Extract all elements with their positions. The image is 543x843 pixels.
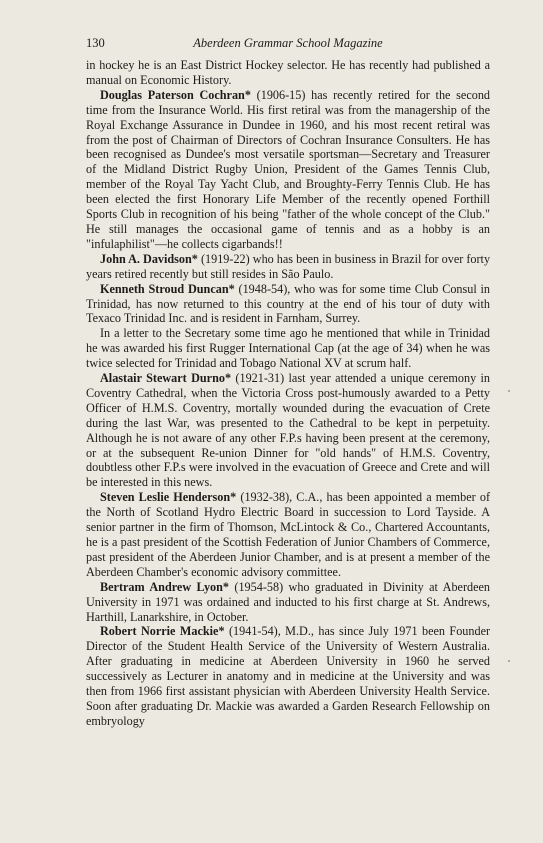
page-number: 130 [86, 36, 105, 50]
entry-dates: (1921-31) [235, 371, 285, 386]
entry-dates: (1948-54), [238, 281, 291, 296]
entry-name: Bertram Andrew Lyon* [100, 579, 230, 594]
entry-name: Kenneth Stroud Duncan* [100, 281, 235, 296]
entry-cochran [86, 88, 490, 252]
entry-dates: (1932-38), C.A., [240, 490, 323, 505]
margin-speck [508, 660, 510, 662]
entry-text: has recently retired for the second time from the Insurance World. His first retiral was from the managership of the Royal Exchange Assurance in Dundee in 1960, and his most recent retiral was from the post of Chairman of Directors of Cochran Insurance Consulters. He has been recognised as Dundee's most versatile sportsman—Secretary and Treasurer of the Midland District Rugby Union, President of the Games Tennis Club, member of the Royal Tay Yacht Club, and Broughty-Ferry Tennis Club. He has been elected the first Honorary Life Member of the recently opened Forthill Sports Club in recognition of his being "father of the whole concept of the Club." He still manages the occasional game of tennis and as a hobby is an "infulaphilist"—he collects cigarbands!! [86, 87, 491, 251]
entry-dates: (1919-22) [200, 251, 250, 266]
entry-dates: (1906-15) [256, 87, 306, 102]
entry-name: Douglas Paterson Cochran* [100, 87, 251, 102]
entry-text: who has been in business in Brazil for over forty years retired recently but still resides in São Paulo. [86, 251, 491, 281]
entry-durno [86, 371, 490, 490]
entry-text: who graduated in Divinity at Aberdeen University in 1971 was ordained and inducted to his first charge at St. Andrews, Harthill, Lanarkshire, in October. [86, 579, 491, 624]
entry-mackie [86, 624, 490, 728]
paragraph-continuation: in hockey he is an East District Hockey selector. He has recently had published a manual on Economic History. [86, 58, 490, 87]
entry-davidson [86, 252, 490, 282]
entry-text: last year attended a unique ceremony in Coventry Cathedral, when the Victoria Cross post-humously awarded to a Petty Officer of H.M.S. Coventry, mortally wounded during the evacuation of Crete during the last War, was presented to the Cathedral to be kept in perpetuity. Although he is not aware of any other F.P.s having been present at the ceremony, or at the subsequent Re-union Dinner for "old hands" of H.M.S. Coventry, doubtless other F.P.s were involved in the evacuation of Greece and Crete and will be interested in this news. [86, 371, 491, 490]
article-body [86, 58, 490, 729]
entry-dates: (1941-54), M.D., [228, 624, 314, 639]
entry-text: has been appointed a member of the North of Scotland Hydro Electric Board in succession to Lord Tayside. A senior partner in the firm of Thomson, McLintock & Co., Chartered Accountants, he is a past president of the Scottish Federation of Junior Chambers of Commerce, past president of the Aberdeen Junior Chamber, and is at present a member of the Aberdeen Chamber's economic advisory committee. [86, 490, 491, 579]
paragraph-duncan-letter: In a letter to the Secretary some time ago he mentioned that while in Trinidad he was awarded his first Rugger International Cap (at the age of 34) when he was twice selected for Trinidad and Tobago National XV at scrum half. [86, 326, 490, 371]
entry-name: Robert Norrie Mackie* [100, 624, 225, 639]
entry-name: Alastair Stewart Durno* [100, 371, 232, 386]
entry-henderson [86, 490, 490, 579]
entry-text: has since July 1971 been Founder Director of the Student Health Service of the University of Western Australia. After graduating in medicine at Aberdeen University in 1960 he served successively as Lecturer in anatomy and in medicine at the University and was then from 1966 first assistant physician with Aberdeen University Health Service. Soon after graduating Dr. Mackie was awarded a Garden Research Fellowship on embryology [86, 624, 491, 728]
running-head [86, 36, 490, 52]
entry-dates: (1954-58) [234, 579, 284, 594]
entry-duncan [86, 282, 490, 327]
entry-name: John A. Davidson* [100, 251, 198, 266]
margin-speck [508, 390, 510, 392]
journal-title: Aberdeen Grammar School Magazine [193, 36, 383, 50]
entry-name: Steven Leslie Henderson* [100, 490, 237, 505]
entry-lyon [86, 580, 490, 625]
entry-text: who was for some time Club Consul in Trinidad, has now returned to this country at the end of his tour of duty with Texaco Trinidad Inc. and is resident in Farnham, Surrey. [86, 281, 491, 326]
